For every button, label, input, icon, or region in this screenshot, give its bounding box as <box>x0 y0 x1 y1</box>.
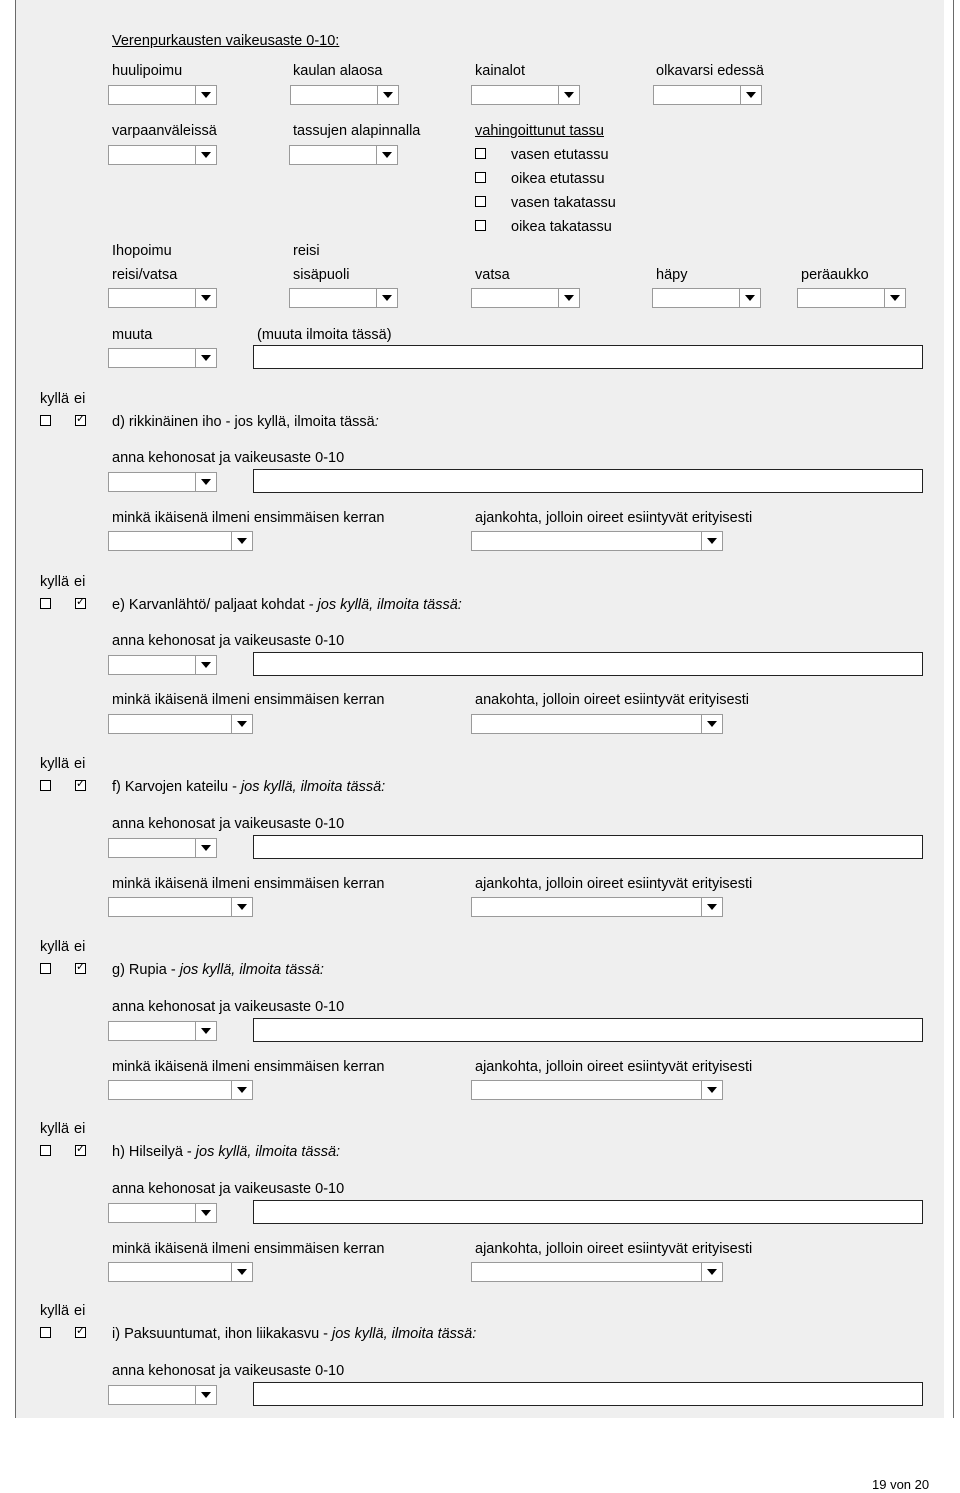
chevron-down-icon <box>739 289 760 307</box>
checkbox-no-f[interactable] <box>75 780 86 791</box>
no-label-e: ei <box>74 574 86 590</box>
label-vasen-takatassu: vasen takatassu <box>511 195 616 211</box>
checkbox-no-h[interactable] <box>75 1145 86 1156</box>
select-bodyparts-i[interactable] <box>108 1385 217 1405</box>
text-input-bodyparts-h[interactable] <box>253 1200 923 1224</box>
text-input-bodyparts-i[interactable] <box>253 1382 923 1406</box>
timing-label-f: ajankohta, jolloin oireet esiintyvät erityisesti <box>475 876 753 892</box>
panel-right-border <box>953 0 954 1418</box>
select-bodyparts-e[interactable] <box>108 655 217 675</box>
chevron-down-icon <box>701 715 722 733</box>
chevron-down-icon <box>701 898 722 916</box>
label-reisi: reisi <box>293 243 320 259</box>
checkbox-no-d[interactable] <box>75 415 86 426</box>
label-oikea-takatassu: oikea takatassu <box>511 219 612 235</box>
label-muuta: muuta <box>112 327 153 343</box>
chevron-down-icon <box>195 473 216 491</box>
label-hapy: häpy <box>656 267 688 283</box>
chevron-down-icon <box>740 86 761 104</box>
text-input-bodyparts-f[interactable] <box>253 835 923 859</box>
chevron-down-icon <box>376 146 397 164</box>
label-vatsa: vatsa <box>475 267 510 283</box>
label-ihopoimu: Ihopoimu <box>112 243 172 259</box>
checkbox-vasen-etutassu[interactable] <box>475 148 486 159</box>
chevron-down-icon <box>701 1263 722 1281</box>
chevron-down-icon <box>231 715 252 733</box>
select-bodyparts-g[interactable] <box>108 1021 217 1041</box>
no-label-h: ei <box>74 1121 86 1137</box>
select-varpaanvaleissa[interactable] <box>108 145 217 165</box>
checkbox-yes-g[interactable] <box>40 963 51 974</box>
select-kainalot[interactable] <box>471 85 580 105</box>
first-age-label-f: minkä ikäisenä ilmeni ensimmäisen kerran <box>112 876 385 892</box>
chevron-down-icon <box>195 1022 216 1040</box>
chevron-down-icon <box>195 1386 216 1404</box>
no-label-f: ei <box>74 756 86 772</box>
section-h-title: h) Hilseilyä - jos kyllä, ilmoita tässä: <box>112 1144 341 1160</box>
timing-label-g: ajankohta, jolloin oireet esiintyvät erityisesti <box>475 1059 753 1075</box>
label-vahingoittunut-tassu: vahingoittunut tassu <box>475 123 604 139</box>
select-kaulan-alaosa[interactable] <box>290 85 399 105</box>
chevron-down-icon <box>195 349 216 367</box>
select-reisi-vatsa[interactable] <box>108 288 217 308</box>
section-e-title: e) Karvanlähtö/ paljaat kohdat - jos kyllä, ilmoita tässä: <box>112 597 462 613</box>
select-bodyparts-h[interactable] <box>108 1203 217 1223</box>
label-varpaanvaleissa: varpaanväleissä <box>112 123 217 139</box>
checkbox-oikea-etutassu[interactable] <box>475 172 486 183</box>
text-input-bodyparts-d[interactable] <box>253 469 923 493</box>
bodyparts-label-i: anna kehonosat ja vaikeusaste 0-10 <box>112 1363 345 1379</box>
no-label-d: ei <box>74 391 86 407</box>
select-bodyparts-f[interactable] <box>108 838 217 858</box>
chevron-down-icon <box>884 289 905 307</box>
select-muuta[interactable] <box>108 348 217 368</box>
first-age-label-e: minkä ikäisenä ilmeni ensimmäisen kerran <box>112 692 385 708</box>
select-first-age-g[interactable] <box>108 1080 253 1100</box>
page-number: 19 von 20 <box>872 1477 930 1492</box>
select-peraaukko[interactable] <box>797 288 906 308</box>
chevron-down-icon <box>701 532 722 550</box>
first-age-label-h: minkä ikäisenä ilmeni ensimmäisen kerran <box>112 1241 385 1257</box>
select-olkavarsi-edessa[interactable] <box>653 85 762 105</box>
chevron-down-icon <box>231 898 252 916</box>
chevron-down-icon <box>376 289 397 307</box>
select-timing-g[interactable] <box>471 1080 723 1100</box>
select-vatsa[interactable] <box>471 288 580 308</box>
select-timing-h[interactable] <box>471 1262 723 1282</box>
section-heading: Verenpurkausten vaikeusaste 0-10: <box>112 33 340 49</box>
yes-label-g: kyllä <box>40 939 70 955</box>
yes-label-f: kyllä <box>40 756 70 772</box>
label-olkavarsi-edessa: olkavarsi edessä <box>656 63 764 79</box>
select-timing-d[interactable] <box>471 531 723 551</box>
section-i-title: i) Paksuuntumat, ihon liikakasvu - jos kyllä, ilmoita tässä: <box>112 1326 477 1342</box>
chevron-down-icon <box>195 146 216 164</box>
checkbox-oikea-takatassu[interactable] <box>475 220 486 231</box>
checkbox-yes-h[interactable] <box>40 1145 51 1156</box>
checkbox-yes-i[interactable] <box>40 1327 51 1338</box>
label-kaulan-alaosa: kaulan alaosa <box>293 63 383 79</box>
yes-label-e: kyllä <box>40 574 70 590</box>
select-timing-e[interactable] <box>471 714 723 734</box>
yes-label-d: kyllä <box>40 391 70 407</box>
timing-label-d: ajankohta, jolloin oireet esiintyvät erityisesti <box>475 510 753 526</box>
bodyparts-label-h: anna kehonosat ja vaikeusaste 0-10 <box>112 1181 345 1197</box>
yes-label-i: kyllä <box>40 1303 70 1319</box>
select-reisi-sisapuoli[interactable] <box>289 288 398 308</box>
no-label-g: ei <box>74 939 86 955</box>
label-oikea-etutassu: oikea etutassu <box>511 171 605 187</box>
select-first-age-f[interactable] <box>108 897 253 917</box>
label-reisi-vatsa: reisi/vatsa <box>112 267 178 283</box>
select-bodyparts-d[interactable] <box>108 472 217 492</box>
checkbox-yes-e[interactable] <box>40 598 51 609</box>
checkbox-vasen-takatassu[interactable] <box>475 196 486 207</box>
select-tassujen-alapinnalla[interactable] <box>289 145 398 165</box>
label-vasen-etutassu: vasen etutassu <box>511 147 609 163</box>
text-input-muuta[interactable] <box>253 345 923 369</box>
checkbox-yes-f[interactable] <box>40 780 51 791</box>
chevron-down-icon <box>558 86 579 104</box>
first-age-label-g: minkä ikäisenä ilmeni ensimmäisen kerran <box>112 1059 385 1075</box>
chevron-down-icon <box>195 656 216 674</box>
select-first-age-h[interactable] <box>108 1262 253 1282</box>
section-d-title: d) rikkinäinen iho - jos kyllä, ilmoita tässä: <box>112 414 379 430</box>
chevron-down-icon <box>377 86 398 104</box>
checkbox-no-g[interactable] <box>75 963 86 974</box>
section-f-title: f) Karvojen kateilu - jos kyllä, ilmoita tässä: <box>112 779 386 795</box>
text-input-bodyparts-e[interactable] <box>253 652 923 676</box>
chevron-down-icon <box>558 289 579 307</box>
chevron-down-icon <box>195 839 216 857</box>
chevron-down-icon <box>195 1204 216 1222</box>
chevron-down-icon <box>231 532 252 550</box>
bodyparts-label-e: anna kehonosat ja vaikeusaste 0-10 <box>112 633 345 649</box>
checkbox-no-e[interactable] <box>75 598 86 609</box>
first-age-label-d: minkä ikäisenä ilmeni ensimmäisen kerran <box>112 510 385 526</box>
no-label-i: ei <box>74 1303 86 1319</box>
bodyparts-label-f: anna kehonosat ja vaikeusaste 0-10 <box>112 816 345 832</box>
select-huulipoimu[interactable] <box>108 85 217 105</box>
label-muuta-note: (muuta ilmoita tässä) <box>257 327 392 343</box>
chevron-down-icon <box>231 1263 252 1281</box>
chevron-down-icon <box>195 289 216 307</box>
label-peraaukko: peräaukko <box>801 267 869 283</box>
select-first-age-d[interactable] <box>108 531 253 551</box>
section-g-title: g) Rupia - jos kyllä, ilmoita tässä: <box>112 962 324 978</box>
label-sisapuoli: sisäpuoli <box>293 267 350 283</box>
select-first-age-e[interactable] <box>108 714 253 734</box>
checkbox-yes-d[interactable] <box>40 415 51 426</box>
bodyparts-label-g: anna kehonosat ja vaikeusaste 0-10 <box>112 999 345 1015</box>
bodyparts-label-d: anna kehonosat ja vaikeusaste 0-10 <box>112 450 345 466</box>
label-tassujen-alapinnalla: tassujen alapinnalla <box>293 123 421 139</box>
chevron-down-icon <box>231 1081 252 1099</box>
chevron-down-icon <box>701 1081 722 1099</box>
label-kainalot: kainalot <box>475 63 525 79</box>
select-hapy[interactable] <box>652 288 761 308</box>
select-timing-f[interactable] <box>471 897 723 917</box>
label-huulipoimu: huulipoimu <box>112 63 183 79</box>
checkbox-no-i[interactable] <box>75 1327 86 1338</box>
yes-label-h: kyllä <box>40 1121 70 1137</box>
text-input-bodyparts-g[interactable] <box>253 1018 923 1042</box>
chevron-down-icon <box>195 86 216 104</box>
timing-label-e: anakohta, jolloin oireet esiintyvät erityisesti <box>475 692 750 708</box>
timing-label-h: ajankohta, jolloin oireet esiintyvät erityisesti <box>475 1241 753 1257</box>
